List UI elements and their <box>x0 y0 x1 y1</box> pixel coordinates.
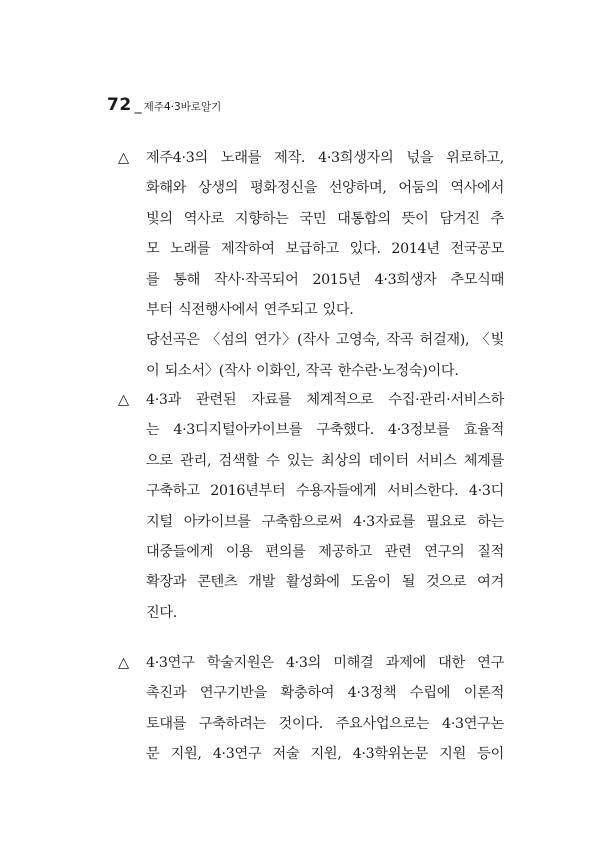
text-line: 모 노래를 제작하여 보급하고 있다. 2014년 전국공모 <box>146 241 504 258</box>
text-line: 촉진과 연구기반을 확충하여 4·3정책 수립에 이론적 <box>146 685 504 702</box>
list-item-text <box>146 648 504 770</box>
text-line: 확장과 콘텐츠 개발 활성화에 도움이 될 것으로 여겨 <box>146 574 504 591</box>
text-line: 지털 아카이브를 구축함으로써 4·3자료를 필요로 하는 <box>146 513 504 530</box>
list-item-text <box>146 385 504 628</box>
text-line: 빛의 역사로 지향하는 국민 대통합의 뜻이 담겨진 추 <box>146 210 504 227</box>
text-line: 4·3연구 학술지원은 4·3의 미해결 과제에 대한 연구 <box>146 655 504 671</box>
text-line: 4·3과 관련된 자료를 체계적으로 수집·관리·서비스하 <box>146 392 504 408</box>
text-line: 진다. <box>146 604 178 621</box>
header-separator: _ <box>134 98 142 114</box>
list-item <box>118 648 504 770</box>
text-line: 이 되소서〉(작사 이화인, 작곡 한수란·노정숙)이다. <box>146 362 459 379</box>
triangle-bullet-icon: △ <box>118 655 130 671</box>
text-line: 대중들에게 이용 편의를 제공하고 관련 연구의 질적 <box>146 544 504 561</box>
list-item <box>118 143 504 386</box>
text-line: 화해와 상생의 평화정신을 선양하며, 어둠의 역사에서 <box>146 180 504 197</box>
triangle-bullet-icon: △ <box>118 392 130 408</box>
running-title: 제주4·3바로알기 <box>143 101 222 113</box>
text-line: 를 통해 작사·작곡되어 2015년 4·3희생자 추모식때 <box>146 271 504 288</box>
page-number: 72 <box>107 95 132 115</box>
text-line: 토대를 구축하려는 것이다. 주요사업으로는 4·3연구논 <box>146 715 504 732</box>
text-line: 제주4·3의 노래를 제작. 4·3희생자의 넋을 위로하고, <box>146 150 504 166</box>
list-item <box>118 385 504 628</box>
text-line: 구축하고 2016년부터 수용자들에게 서비스한다. 4·3디 <box>146 483 504 500</box>
text-line: 문 지원, 4·3연구 저술 지원, 4·3학위논문 지원 등이 <box>146 746 504 763</box>
triangle-bullet-icon: △ <box>118 150 130 166</box>
text-line: 당선곡은 〈섬의 연가〉(작사 고영숙, 작곡 허걸재), 〈빛 <box>146 332 504 349</box>
page-header <box>107 95 221 115</box>
list-item-text <box>146 143 504 386</box>
text-line: 는 4·3디지털아카이브를 구축했다. 4·3정보를 효율적 <box>146 422 504 439</box>
text-line: 으로 관리, 검색할 수 있는 최상의 데이터 서비스 체계를 <box>146 452 504 469</box>
text-line: 부터 식전행사에서 연주되고 있다. <box>146 302 354 319</box>
